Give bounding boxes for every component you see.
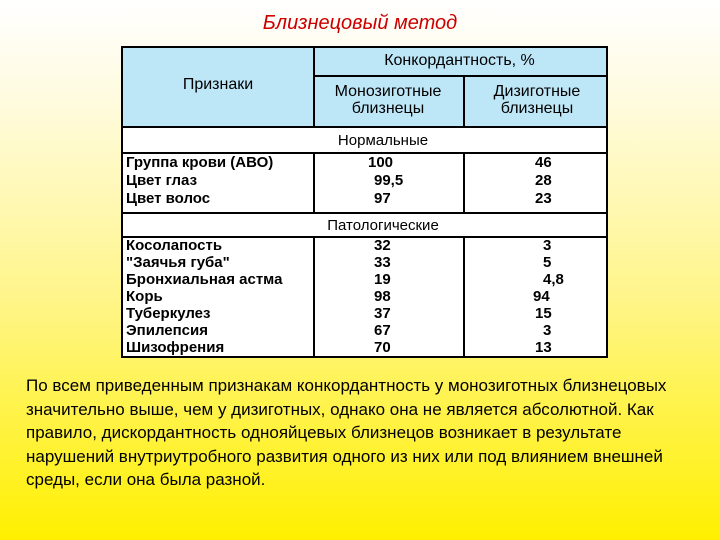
di-value: 46 — [535, 154, 552, 171]
trait-label: Косолапость — [126, 237, 223, 254]
di-value: 94 — [533, 288, 550, 305]
grid-line — [313, 48, 315, 127]
di-value: 28 — [535, 172, 552, 189]
trait-label: Шизофрения — [126, 339, 225, 356]
trait-label: Группа крови (АВО) — [126, 154, 274, 171]
di-value: 5 — [543, 254, 552, 271]
di-value: 3 — [543, 237, 552, 254]
grid-line — [123, 126, 606, 128]
grid-line — [463, 152, 465, 213]
mono-value: 70 — [374, 339, 391, 356]
di-value: 3 — [543, 322, 552, 339]
grid-line — [313, 75, 606, 77]
grid-line — [463, 236, 465, 356]
header-concordance: Конкордантность, % — [384, 52, 535, 69]
mono-value: 37 — [374, 305, 391, 322]
mono-value: 100 — [368, 154, 394, 171]
mono-value: 98 — [374, 288, 391, 305]
section-pathological: Патологические — [327, 217, 439, 234]
trait-label: Цвет глаз — [126, 172, 198, 189]
concordance-table — [121, 46, 608, 358]
trait-label: Бронхиальная астма — [126, 271, 283, 288]
mono-value: 32 — [374, 237, 391, 254]
mono-value: 33 — [374, 254, 391, 271]
section-normal: Нормальные — [337, 132, 429, 149]
header-di: Дизиготные близнецы — [493, 83, 581, 117]
di-value: 13 — [535, 339, 552, 356]
grid-line — [123, 212, 606, 214]
trait-label: Корь — [126, 288, 163, 305]
di-value: 23 — [535, 190, 552, 207]
di-value: 15 — [535, 305, 552, 322]
mono-value: 99,5 — [374, 172, 404, 189]
grid-line — [463, 75, 465, 127]
trait-label: Туберкулез — [126, 305, 211, 322]
trait-label: "Заячья губа" — [126, 254, 230, 271]
mono-value: 97 — [374, 190, 391, 207]
mono-value: 67 — [374, 322, 391, 339]
di-value: 4,8 — [543, 271, 564, 288]
header-traits: Признаки — [182, 76, 254, 93]
slide-title: Близнецовый метод — [262, 12, 458, 34]
header-mono: Монозиготные близнецы — [334, 83, 442, 117]
grid-line — [313, 152, 315, 213]
grid-line — [313, 236, 315, 356]
trait-label: Эпилепсия — [126, 322, 209, 339]
mono-value: 19 — [374, 271, 391, 288]
trait-label: Цвет волос — [126, 190, 211, 207]
caption-text: По всем приведенным признакам конкордантность у монозиготных близнецовых значительно выше, чем у дизиготных, однако она не является абсолютной. Как правило, дискордантность однояйцевых близнецов возникает в результате нарушений внутриутробного развития одного из них или под влиянием внешней среды, если она была разной. — [26, 376, 667, 489]
